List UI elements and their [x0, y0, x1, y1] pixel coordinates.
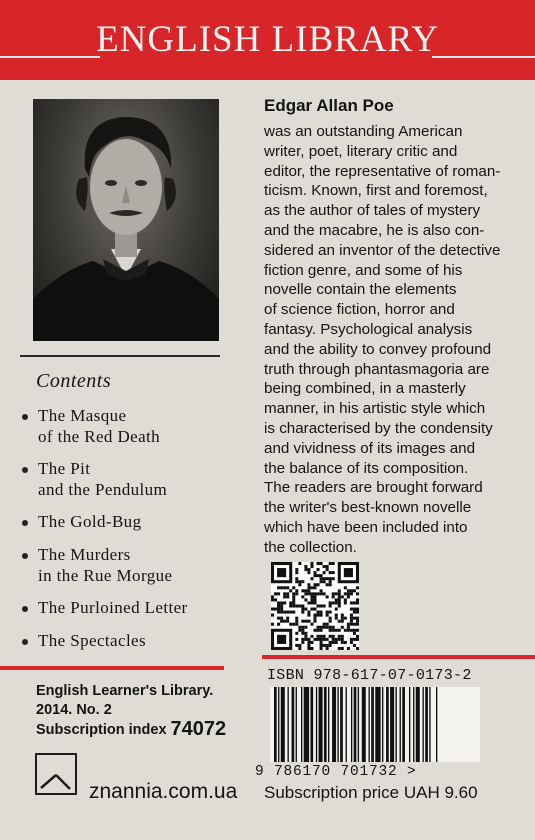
story-title-line: The Masque [38, 406, 127, 425]
story-title-line: in the Rue Morgue [38, 566, 173, 585]
series-title: ENGLISH LIBRARY [96, 19, 439, 60]
subscription-index [36, 720, 226, 740]
ean-digits: 9 786170 701732 > [255, 764, 417, 780]
publisher-logo-icon [35, 753, 77, 795]
list-item [20, 544, 172, 586]
bio-line: ticism. Known, first and foremost, [264, 182, 488, 200]
bio-line: writer, poet, literary critic and [264, 142, 458, 160]
bio-line: fantasy. Psychological analysis [264, 320, 473, 338]
series-divider-left [0, 666, 224, 670]
bio-line: of science fiction, horror and [264, 301, 455, 319]
story-title-line: of the Red Death [38, 427, 161, 446]
isbn-text: ISBN 978-617-07-0173-2 [267, 667, 472, 684]
bio-line: and the macabre, he is also con- [264, 221, 485, 239]
list-item [20, 405, 160, 447]
bullet-icon [22, 467, 28, 473]
story-title-line: The Spectacles [38, 631, 147, 650]
story-title-line: The Purloined Letter [38, 598, 188, 617]
bio-line: truth through phantasmagoria are [264, 360, 490, 378]
bio-line: The readers are brought forward [264, 479, 483, 497]
series-header-band [0, 0, 535, 80]
isbn-divider-right [262, 655, 535, 659]
bio-line: fiction genre, and some of his [264, 261, 463, 279]
bio-line: the balance of its composition. [264, 459, 469, 477]
bio-line: was an outstanding American [264, 123, 463, 140]
list-item [20, 597, 188, 618]
contents-divider [20, 355, 220, 357]
story-title-line: The Gold-Bug [38, 512, 142, 531]
bio-line: being combined, in a masterly [264, 380, 466, 398]
bullet-icon [22, 553, 28, 559]
bullet-icon [22, 606, 28, 612]
bio-line: as the author of tales of mystery [264, 202, 481, 220]
bio-line: novelle contain the elements [264, 281, 457, 299]
bio-line: editor, the representative of roman- [264, 162, 501, 180]
series-name: English Learner's Library. [36, 683, 214, 699]
bullet-icon [22, 520, 28, 526]
bio-line: the collection. [264, 538, 357, 556]
subscription-index-label: Subscription index [36, 722, 167, 738]
author-portrait [33, 99, 219, 341]
story-title-line: The Pit [38, 459, 91, 478]
bullet-icon [22, 414, 28, 420]
series-issue: 2014. No. 2 [36, 702, 112, 718]
list-item [20, 458, 167, 500]
author-bio [264, 122, 524, 558]
bio-line: and the ability to convey profound [264, 340, 492, 358]
contents-heading: Contents [36, 370, 112, 392]
barcode [270, 687, 480, 762]
qr-code[interactable] [271, 562, 359, 650]
bullet-icon [22, 639, 28, 645]
list-item [20, 630, 146, 651]
series-info [36, 682, 226, 740]
bio-line: sidered an inventor of the detective [264, 241, 501, 259]
bio-line: and vividness of its images and [264, 439, 476, 457]
bio-line: the writer's best-known novelle [264, 499, 472, 517]
bio-line: which have been included into [264, 518, 468, 536]
story-title-line: and the Pendulum [38, 480, 168, 499]
list-item [20, 511, 141, 532]
bio-line: is characterised by the condensity [264, 419, 493, 437]
story-title-line: The Murders [38, 545, 131, 564]
subscription-index-value: 74072 [170, 718, 227, 740]
publisher-website[interactable]: znannia.com.ua [89, 780, 238, 803]
author-name: Edgar Allan Poe [264, 96, 394, 115]
bio-line: manner, in his artistic style which [264, 400, 486, 418]
subscription-price: Subscription price UAH 9.60 [264, 783, 478, 802]
